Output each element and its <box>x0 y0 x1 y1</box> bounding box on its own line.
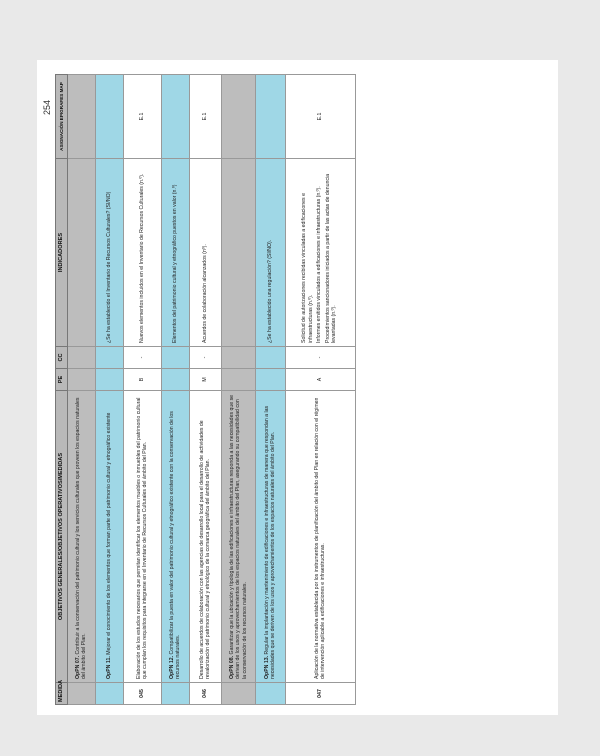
indicator-cell: Elementos del patrimonio cultural y etnográfico puestos en valor (n.º) <box>161 159 189 347</box>
map-value: E.1 <box>285 75 355 159</box>
general-objective-cell <box>67 391 95 683</box>
objective-text: Mejorar el conocimiento de los elementos que forman parte del patrimonio cultural y etnográfico existente <box>106 412 113 655</box>
indicator-cell: Acuerdos de colaboración alcanzados (nº). <box>189 159 221 347</box>
rotated-content <box>37 60 558 715</box>
table-row <box>221 75 255 705</box>
indicator-cell <box>67 159 95 347</box>
table-row <box>95 75 123 705</box>
indicator-item: Informes emitidos vinculados a edificaciones e infraestructuras (n.º). <box>316 186 323 343</box>
indicator-cell: Nuevos elementos incluidos en el Inventario de Recursos Culturales (n.º). <box>123 159 161 347</box>
objective-text: Regular la implantación y mantenimiento de edificaciones e infraestructuras de manera que respondan a las necesidades que se deriven de los usos y aprovechamientos de los espacios naturales del ámbito del Plan. <box>263 405 277 679</box>
map-value: E.1 <box>123 75 161 159</box>
map-value: E.1 <box>189 75 221 159</box>
table-row <box>161 75 189 705</box>
document-page <box>37 60 558 715</box>
header-cc: CC <box>56 347 68 369</box>
objective-label: OpPN 13. <box>263 655 270 679</box>
operative-objective-cell <box>95 391 123 683</box>
indicator-cell: ¿Se ha establecido una regulación? (SI/NO). <box>255 159 285 347</box>
measures-table <box>55 74 356 705</box>
header-pe: PE <box>56 369 68 391</box>
table-header-row <box>56 75 68 705</box>
measure-code: 047 <box>285 683 355 705</box>
measure-text: Desarrollo de acuerdos de colaboración con las agencias de desarrollo local para el desarrollo de actividades de revalorización del patrimonio cultural y etnológico de la comarca geográfica del ámbito del Plan. <box>189 391 221 683</box>
indicator-list-cell <box>285 159 355 347</box>
general-objective-cell <box>221 391 255 683</box>
objective-label: OpPN 12. <box>168 655 175 679</box>
objective-text: Contribuir a la conservación del patrimonio cultural y los servicios culturales que proveen los espacios naturales del ámbito del Plan. <box>74 397 88 679</box>
indicator-cell <box>221 159 255 347</box>
operative-objective-cell <box>161 391 189 683</box>
cc-value: - <box>285 347 355 369</box>
header-medida: MEDIDA <box>56 683 68 705</box>
table-row <box>123 75 161 705</box>
table-row <box>189 75 221 705</box>
pe-value: A <box>285 369 355 391</box>
pe-value: B <box>123 369 161 391</box>
indicator-cell: ¿Se ha establecido el Inventario de Recursos Culturales? (SI/NO) <box>95 159 123 347</box>
operative-objective-cell <box>255 391 285 683</box>
objective-label: OpPN 08. <box>228 655 235 679</box>
table-row <box>67 75 95 705</box>
page-number: 254 <box>42 99 52 115</box>
measure-text: Elaboración de los estudios necesarios que permitan identificar los elementos muebles o inmuebles del patrimonio cultural que cumplan los requisitos para integrarse en el Inventario de Recursos Culturales del ámbito del Plan. <box>123 391 161 683</box>
objective-label: OpPN 11. <box>106 656 113 679</box>
table-row <box>285 75 355 705</box>
indicator-item: Solicitud de autorizaciones recibidas vinculadas a edificaciones e infraestructuras (n.º). <box>301 193 314 343</box>
header-indicadores: INDICADORES <box>56 159 68 347</box>
objective-text: Compatibilizar la puesta en valor del patrimonio cultural y etnográfico existente con la conservación de los recursos naturales. <box>168 411 182 679</box>
header-asignacion: ASIGNACIÓN EPIGRAFES MAP <box>56 75 68 159</box>
measure-code: 046 <box>189 683 221 705</box>
measure-text: Aplicación de la normativa establecida por los instrumentos de planificación del ámbito del Plan en relación con el régimen de intervención aplicable a edificaciones e infraestructuras. <box>285 391 355 683</box>
objective-text: Garantizar que la ubicación y tipología de las edificaciones e infraestructuras responda a las necesidades que se derivan de los usos y aprovechamientos de los espacios naturales del ámbito del Plan, asegurando su compatibilidad con la conservación de los recursos naturales. <box>228 394 248 679</box>
objective-label: OpPN 07. <box>74 655 81 679</box>
indicator-item: Procedimientos sancionadores iniciados a partir de las actas de denuncia levantadas (n.º). <box>324 174 338 343</box>
pe-value: M <box>189 369 221 391</box>
header-objetivos: OBJETIVOS GENERALES/OBJETIVOS OPERATIVOS/MEDIDAS <box>56 391 68 683</box>
table-row <box>255 75 285 705</box>
cc-value: - <box>189 347 221 369</box>
cc-value: - <box>123 347 161 369</box>
measure-code: 045 <box>123 683 161 705</box>
